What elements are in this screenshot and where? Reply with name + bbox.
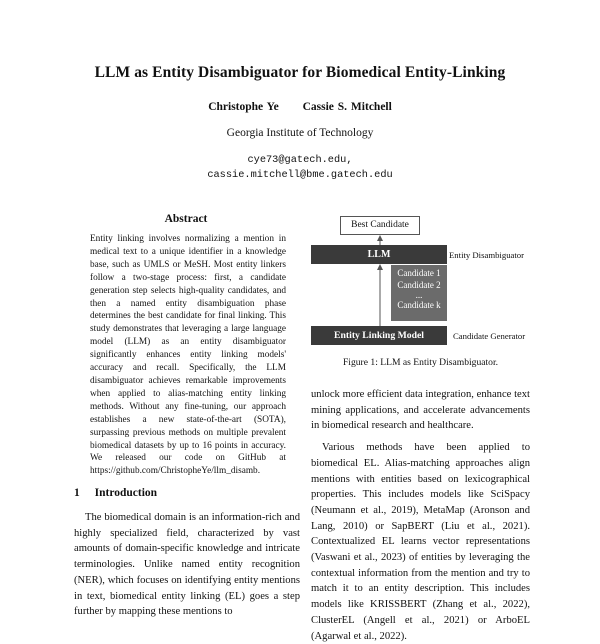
section-number: 1: [74, 487, 80, 499]
author-name: Christophe Ye: [208, 101, 279, 113]
paper-title: LLM as Entity Disambiguator for Biomedical Entity-Linking: [94, 64, 506, 81]
candidate-item: Candidate 2: [397, 279, 441, 290]
entity-disambiguator-label: Entity Disambiguator: [449, 250, 525, 260]
right-column-text: [311, 387, 530, 644]
candidate-item: Candidate k: [397, 300, 441, 311]
entity-linking-model-box: Entity Linking Model: [311, 326, 447, 345]
paragraph: unlock more efficient data integration, enhance text mining applications, and accelerate advancements in biomedical research and healthcare.: [311, 389, 530, 432]
llm-box: LLM: [311, 245, 447, 264]
candidate-ellipsis: ...: [415, 290, 423, 301]
best-candidate-box: Best Candidate: [340, 216, 420, 235]
abstract-heading: Abstract: [164, 213, 208, 225]
author-name: Cassie S. Mitchell: [302, 101, 392, 113]
paragraph: Various methods have been applied to biomedical EL. Alias-matching approaches align mentions with entities based on lexicographical properties. This includes models like SciSpacy (Neumann et al., 2019), MetaMap (Aronson and Lang, 2010) or SapBERT (Liu et al., 2021). Contextualized EL learns vector representations (Vaswani et al., 2023) of entities by leveraging the contextual information from the mention and try to match it to an entity description. This includes models like KRISSBERT (Zhang et al., 2022), ClusterEL (Angell et al., 2021) or ArboEL (Agarwal et al., 2022).: [311, 442, 530, 642]
candidates-box: [391, 265, 447, 321]
section-title: Introduction: [94, 487, 158, 499]
affiliation: Georgia Institute of Technology: [226, 127, 374, 139]
figure-caption: Figure 1: LLM as Entity Disambiguator.: [342, 357, 499, 368]
abstract-text: Entity linking involves normalizing a mention in medical text to a unique identifier in a knowledge base, such as UMLS or MeSH. Most entity linkers follow a two-stage process: first, a candidate generation step selects high-quality candidates, and then a named entity disambiguation phase determines the best candidate for final linking. This study demonstrates that leveraging a large language model (LLM) as an entity disambiguator significantly enhances entity linking models' accuracy and recall. Specifically, the LLM disambiguator achieves remarkable improvements when applied to alias-matching entity linking methods. Without any fine-tuning, our approach establishes a new state-of-the-art (SOTA), surpassing previous methods on multiple prevalent biomedical datasets by up to 16 points in accuracy. We released our code on GitHub at https://github.com/ChristopheYe/llm_disamb.: [90, 234, 286, 477]
email-address[interactable]: cye73@gatech.edu,: [247, 154, 353, 166]
candidate-item: Candidate 1: [397, 268, 441, 278]
email-address[interactable]: cassie.mitchell@bme.gatech.edu: [207, 169, 393, 181]
paragraph: The biomedical domain is an information-rich and highly specialized field, characterized by vast amounts of domain-specific knowledge and intricate terminologies. Unlike named entity recognition (NER), which focuses on identifying entity mentions in text, biomedical entity linking (EL) goes a step further by mapping these mentions to: [74, 512, 300, 618]
candidate-generator-label: Candidate Generator: [453, 331, 526, 341]
